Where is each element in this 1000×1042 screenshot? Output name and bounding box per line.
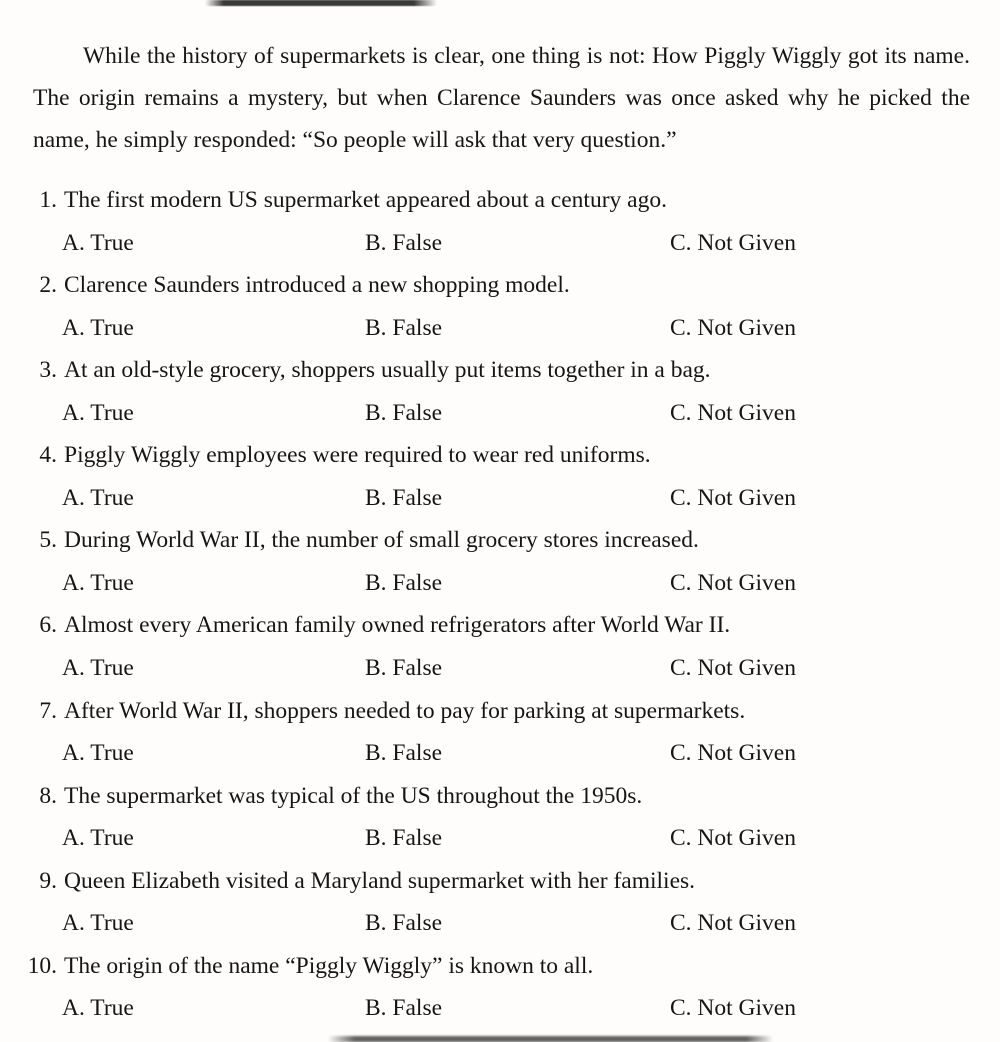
options-row-6 xyxy=(0,647,1000,690)
question-text: The supermarket was typical of the US throughout the 1950s. xyxy=(64,782,643,809)
option-b-false: B. False xyxy=(365,484,443,511)
option-a-true: A. True xyxy=(62,484,134,511)
question-text: The origin of the name “Piggly Wiggly” is known to all. xyxy=(64,952,594,979)
option-b-false: B. False xyxy=(365,229,443,256)
option-b-false: B. False xyxy=(365,314,443,341)
question-number: 6. xyxy=(39,612,57,639)
options-row-10 xyxy=(0,987,1000,1030)
options-row-5 xyxy=(0,562,1000,605)
options-row-1 xyxy=(0,222,1000,265)
question-list xyxy=(0,179,1000,1030)
question-text: Piggly Wiggly employees were required to wear red uniforms. xyxy=(64,442,651,469)
question-row-9 xyxy=(0,860,1000,903)
option-c-not-given: C. Not Given xyxy=(670,655,796,682)
question-text: Almost every American family owned refrigerators after World War II. xyxy=(64,612,731,639)
question-row-7 xyxy=(0,690,1000,733)
option-a-true: A. True xyxy=(62,740,134,767)
scan-artifact-top-bar xyxy=(205,0,437,6)
option-b-false: B. False xyxy=(365,569,443,596)
options-row-9 xyxy=(0,902,1000,945)
option-a-true: A. True xyxy=(62,995,134,1022)
option-c-not-given: C. Not Given xyxy=(670,910,796,937)
option-c-not-given: C. Not Given xyxy=(670,229,796,256)
question-number: 10. xyxy=(27,952,57,979)
question-row-6 xyxy=(0,604,1000,647)
question-row-10 xyxy=(0,945,1000,988)
question-row-1 xyxy=(0,179,1000,222)
options-row-7 xyxy=(0,732,1000,775)
option-a-true: A. True xyxy=(62,314,134,341)
question-text: After World War II, shoppers needed to pay for parking at supermarkets. xyxy=(64,697,746,724)
option-b-false: B. False xyxy=(365,825,443,852)
question-row-8 xyxy=(0,775,1000,818)
option-a-true: A. True xyxy=(62,569,134,596)
scan-artifact-bottom-bar xyxy=(328,1036,773,1042)
option-b-false: B. False xyxy=(365,399,443,426)
option-c-not-given: C. Not Given xyxy=(670,399,796,426)
option-c-not-given: C. Not Given xyxy=(670,569,796,596)
question-number: 7. xyxy=(39,697,57,724)
option-a-true: A. True xyxy=(62,910,134,937)
option-a-true: A. True xyxy=(62,655,134,682)
question-number: 8. xyxy=(39,782,57,809)
question-number: 5. xyxy=(39,527,57,554)
question-text: Queen Elizabeth visited a Maryland supermarket with her families. xyxy=(64,867,696,894)
options-row-4 xyxy=(0,477,1000,520)
option-a-true: A. True xyxy=(62,229,134,256)
option-c-not-given: C. Not Given xyxy=(670,740,796,767)
option-a-true: A. True xyxy=(62,825,134,852)
options-row-2 xyxy=(0,307,1000,350)
question-text: During World War II, the number of small grocery stores increased. xyxy=(64,527,699,554)
question-number: 3. xyxy=(39,357,57,384)
question-row-5 xyxy=(0,519,1000,562)
question-number: 9. xyxy=(39,867,57,894)
intro-paragraph: While the history of supermarkets is clear, one thing is not: How Piggly Wiggly got its name. The origin remains a mystery, but when Clarence Saunders was once asked why he picked the name, he simply responded: “So people will ask that very question.” xyxy=(33,42,970,153)
question-text: At an old-style grocery, shoppers usually put items together in a bag. xyxy=(64,357,711,384)
question-text: Clarence Saunders introduced a new shopping model. xyxy=(64,272,570,299)
question-row-3 xyxy=(0,349,1000,392)
option-b-false: B. False xyxy=(365,910,443,937)
option-b-false: B. False xyxy=(365,995,443,1022)
options-row-8 xyxy=(0,817,1000,860)
question-number: 2. xyxy=(39,272,57,299)
option-b-false: B. False xyxy=(365,655,443,682)
question-row-4 xyxy=(0,434,1000,477)
question-number: 1. xyxy=(39,187,57,213)
option-c-not-given: C. Not Given xyxy=(670,484,796,511)
question-text: The first modern US supermarket appeared about a century ago. xyxy=(64,187,667,213)
options-row-3 xyxy=(0,392,1000,435)
option-c-not-given: C. Not Given xyxy=(670,995,796,1022)
option-a-true: A. True xyxy=(62,399,134,426)
question-row-2 xyxy=(0,264,1000,307)
question-number: 4. xyxy=(39,442,57,469)
option-c-not-given: C. Not Given xyxy=(670,314,796,341)
option-b-false: B. False xyxy=(365,740,443,767)
option-c-not-given: C. Not Given xyxy=(670,825,796,852)
